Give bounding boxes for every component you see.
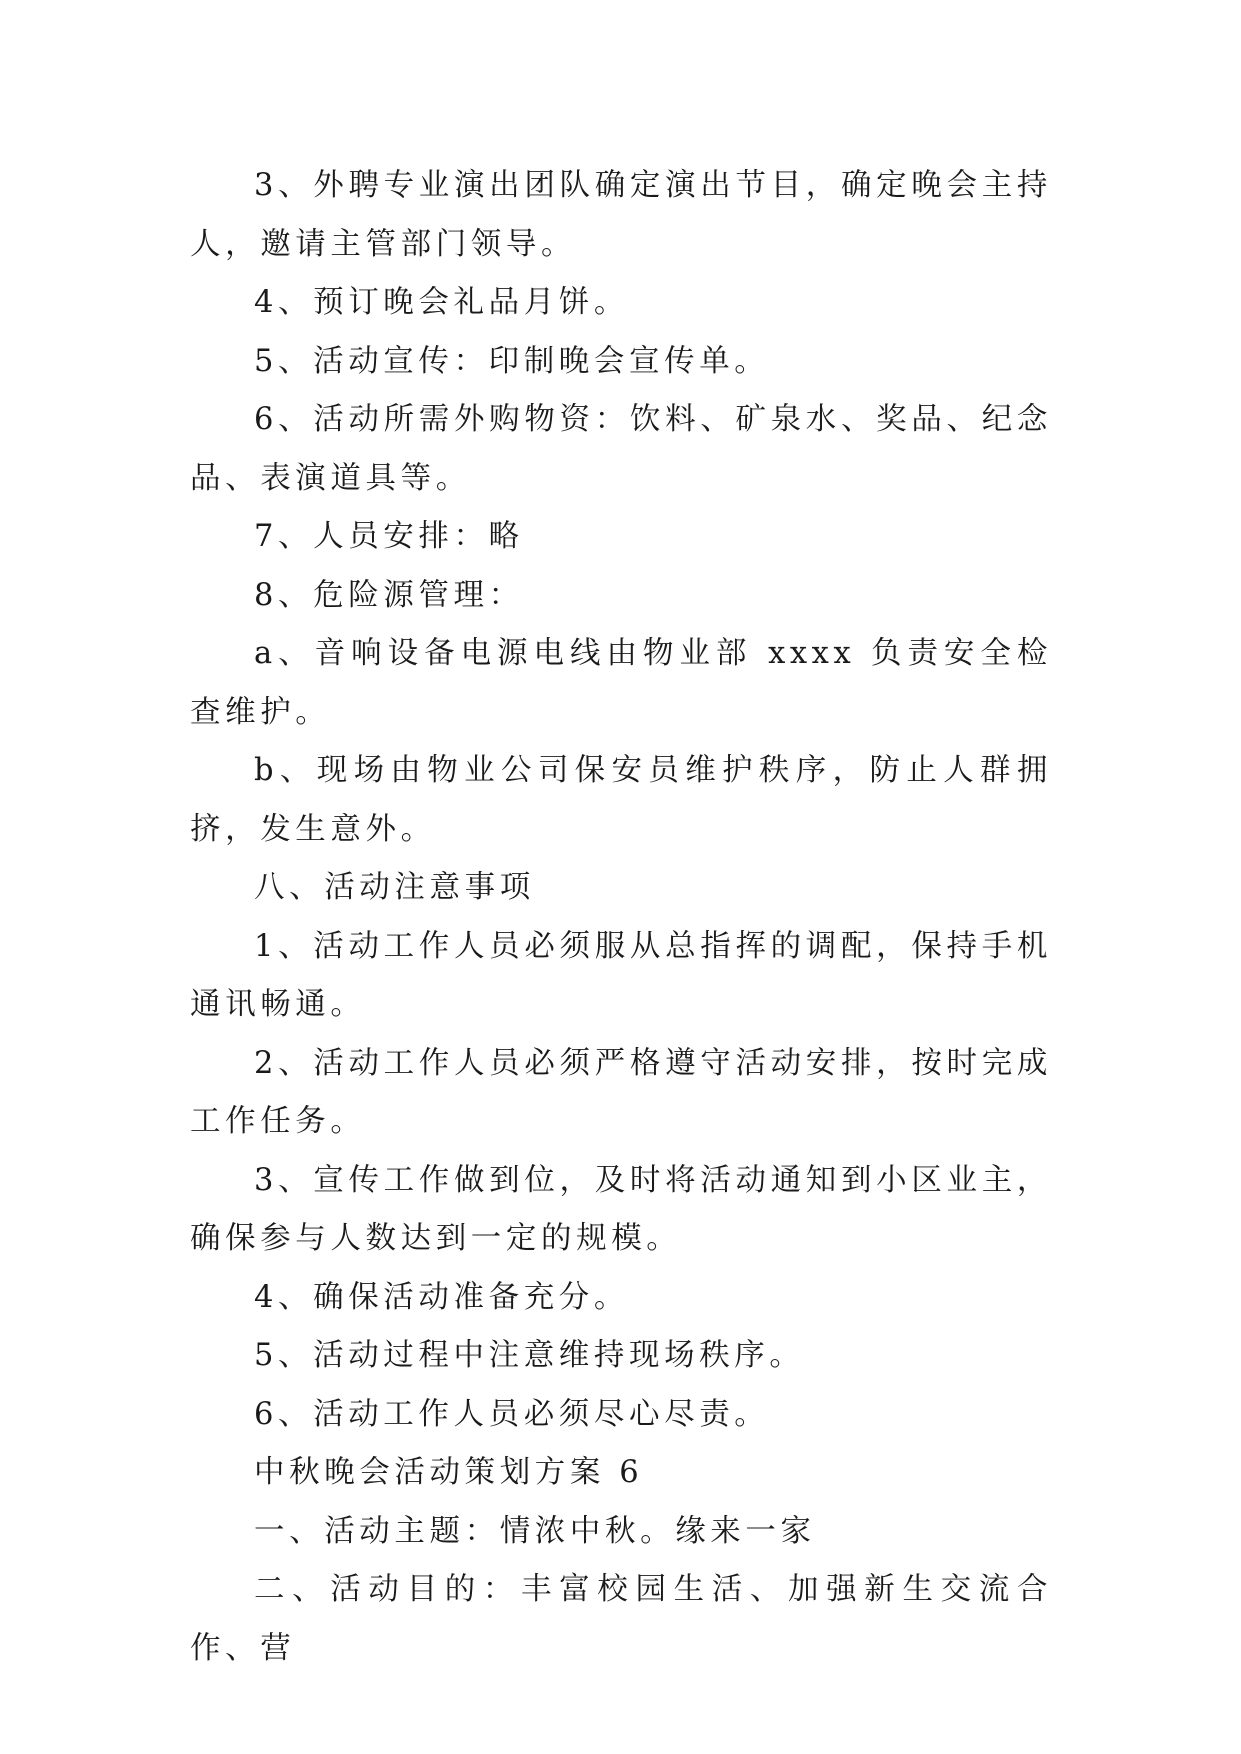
paragraph-hire-performers: 3、外聘专业演出团队确定演出节目，确定晚会主持人，邀请主管部门领导。 xyxy=(190,168,1052,262)
paragraph-hazard-b: b、现场由物业公司保安员维护秩序，防止人群拥挤，发生意外。 xyxy=(190,753,1052,847)
paragraph-precaution-5: 5、活动过程中注意维持现场秩序。 xyxy=(254,1338,805,1373)
plan-title-6: 中秋晚会活动策划方案 6 xyxy=(254,1455,644,1490)
paragraph-activity-purpose: 二、活动目的：丰富校园生活、加强新生交流合作、营 xyxy=(190,1572,1052,1666)
paragraph-precaution-1: 1、活动工作人员必须服从总指挥的调配，保持手机通讯畅通。 xyxy=(190,928,1052,1022)
paragraph-precaution-3: 3、宣传工作做到位，及时将活动通知到小区业主，确保参与人数达到一定的规模。 xyxy=(190,1162,1052,1256)
document-body xyxy=(190,157,1052,1678)
paragraph-precaution-2: 2、活动工作人员必须严格遵守活动安排，按时完成工作任务。 xyxy=(190,1045,1052,1139)
section-heading-precautions: 八、活动注意事项 xyxy=(254,870,535,905)
paragraph-publicity: 5、活动宣传：印制晚会宣传单。 xyxy=(254,343,770,379)
paragraph-staffing: 7、人员安排：略 xyxy=(254,519,524,554)
paragraph-hazard-management: 8、危险源管理： xyxy=(254,577,524,613)
paragraph-order-mooncakes: 4、预订晚会礼品月饼。 xyxy=(254,285,630,320)
paragraph-hazard-a: a、音响设备电源电线由物业部 xxxx 负责安全检查维护。 xyxy=(190,636,1052,730)
paragraph-purchased-supplies: 6、活动所需外购物资：饮料、矿泉水、奖品、纪念品、表演道具等。 xyxy=(190,402,1052,496)
paragraph-precaution-4: 4、确保活动准备充分。 xyxy=(254,1279,630,1315)
paragraph-activity-theme: 一、活动主题：情浓中秋。缘来一家 xyxy=(254,1513,816,1549)
paragraph-precaution-6: 6、活动工作人员必须尽心尽责。 xyxy=(254,1396,770,1432)
